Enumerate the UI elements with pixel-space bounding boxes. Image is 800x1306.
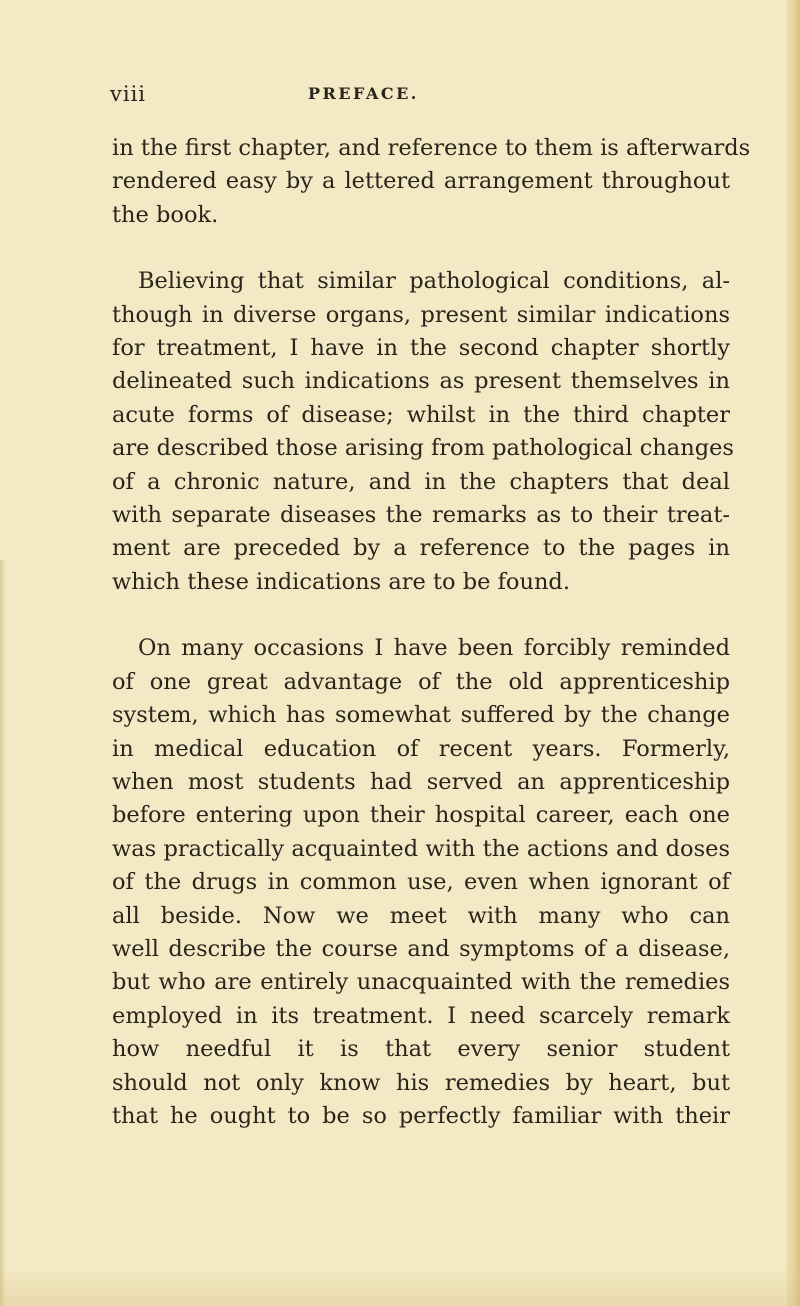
text-line: in medical education of recent years. Formerly, bbox=[112, 735, 730, 762]
text-line: with separate diseases the remarks as to their treat- bbox=[112, 502, 730, 529]
text-line: Believing that similar pathological conditions, al- bbox=[138, 268, 730, 295]
paragraph-1 bbox=[112, 132, 751, 232]
text-line: all beside. Now we meet with many who can bbox=[112, 902, 730, 929]
page-number: viii bbox=[110, 82, 147, 106]
page-edge bbox=[786, 0, 800, 1306]
text-line: that he ought to be so perfectly familiar with their bbox=[112, 1102, 730, 1129]
binding-shadow bbox=[0, 560, 6, 1306]
paragraph-3 bbox=[112, 632, 730, 1133]
text-line: employed in its treatment. I need scarcely remark bbox=[112, 1002, 730, 1029]
text-line: ment are preceded by a reference to the pages in bbox=[112, 535, 730, 562]
text-line: well describe the course and symptoms of a disease, bbox=[112, 935, 730, 962]
text-line: On many occasions I have been forcibly reminded bbox=[138, 635, 730, 662]
text-line: but who are entirely unacquainted with the remedies bbox=[112, 969, 730, 996]
text-line: of a chronic nature, and in the chapters that deal bbox=[112, 468, 730, 495]
text-line: delineated such indications as present themselves in bbox=[112, 368, 730, 395]
text-line: when most students had served an apprenticeship bbox=[112, 768, 730, 795]
text-line: rendered easy by a lettered arrangement throughout bbox=[112, 168, 730, 195]
text-line: though in diverse organs, present similar indications bbox=[112, 301, 730, 328]
text-line: acute forms of disease; whilst in the third chapter bbox=[112, 401, 730, 428]
text-line: system, which has somewhat suffered by the change bbox=[112, 702, 730, 729]
page-body bbox=[112, 132, 751, 1166]
text-line: of one great advantage of the old apprenticeship bbox=[112, 668, 730, 695]
text-line: was practically acquainted with the actions and doses bbox=[112, 835, 730, 862]
text-line: in the first chapter, and reference to them is afterwards bbox=[112, 135, 751, 161]
running-head: PREFACE. bbox=[308, 84, 419, 103]
text-line: are described those arising from pathological changes bbox=[112, 435, 734, 462]
text-line: should not only know his remedies by heart, but bbox=[112, 1069, 730, 1096]
text-line: how needful it is that every senior student bbox=[112, 1036, 730, 1063]
text-line: before entering upon their hospital career, each one bbox=[112, 802, 730, 829]
bottom-shade bbox=[0, 1266, 800, 1306]
text-line: for treatment, I have in the second chapter shortly bbox=[112, 335, 730, 362]
text-line: which these indications are to be found. bbox=[112, 568, 570, 595]
text-line: the book. bbox=[112, 201, 219, 228]
page-header bbox=[110, 82, 730, 114]
text-line: of the drugs in common use, even when ignorant of bbox=[112, 869, 730, 896]
paragraph-2 bbox=[112, 265, 734, 599]
